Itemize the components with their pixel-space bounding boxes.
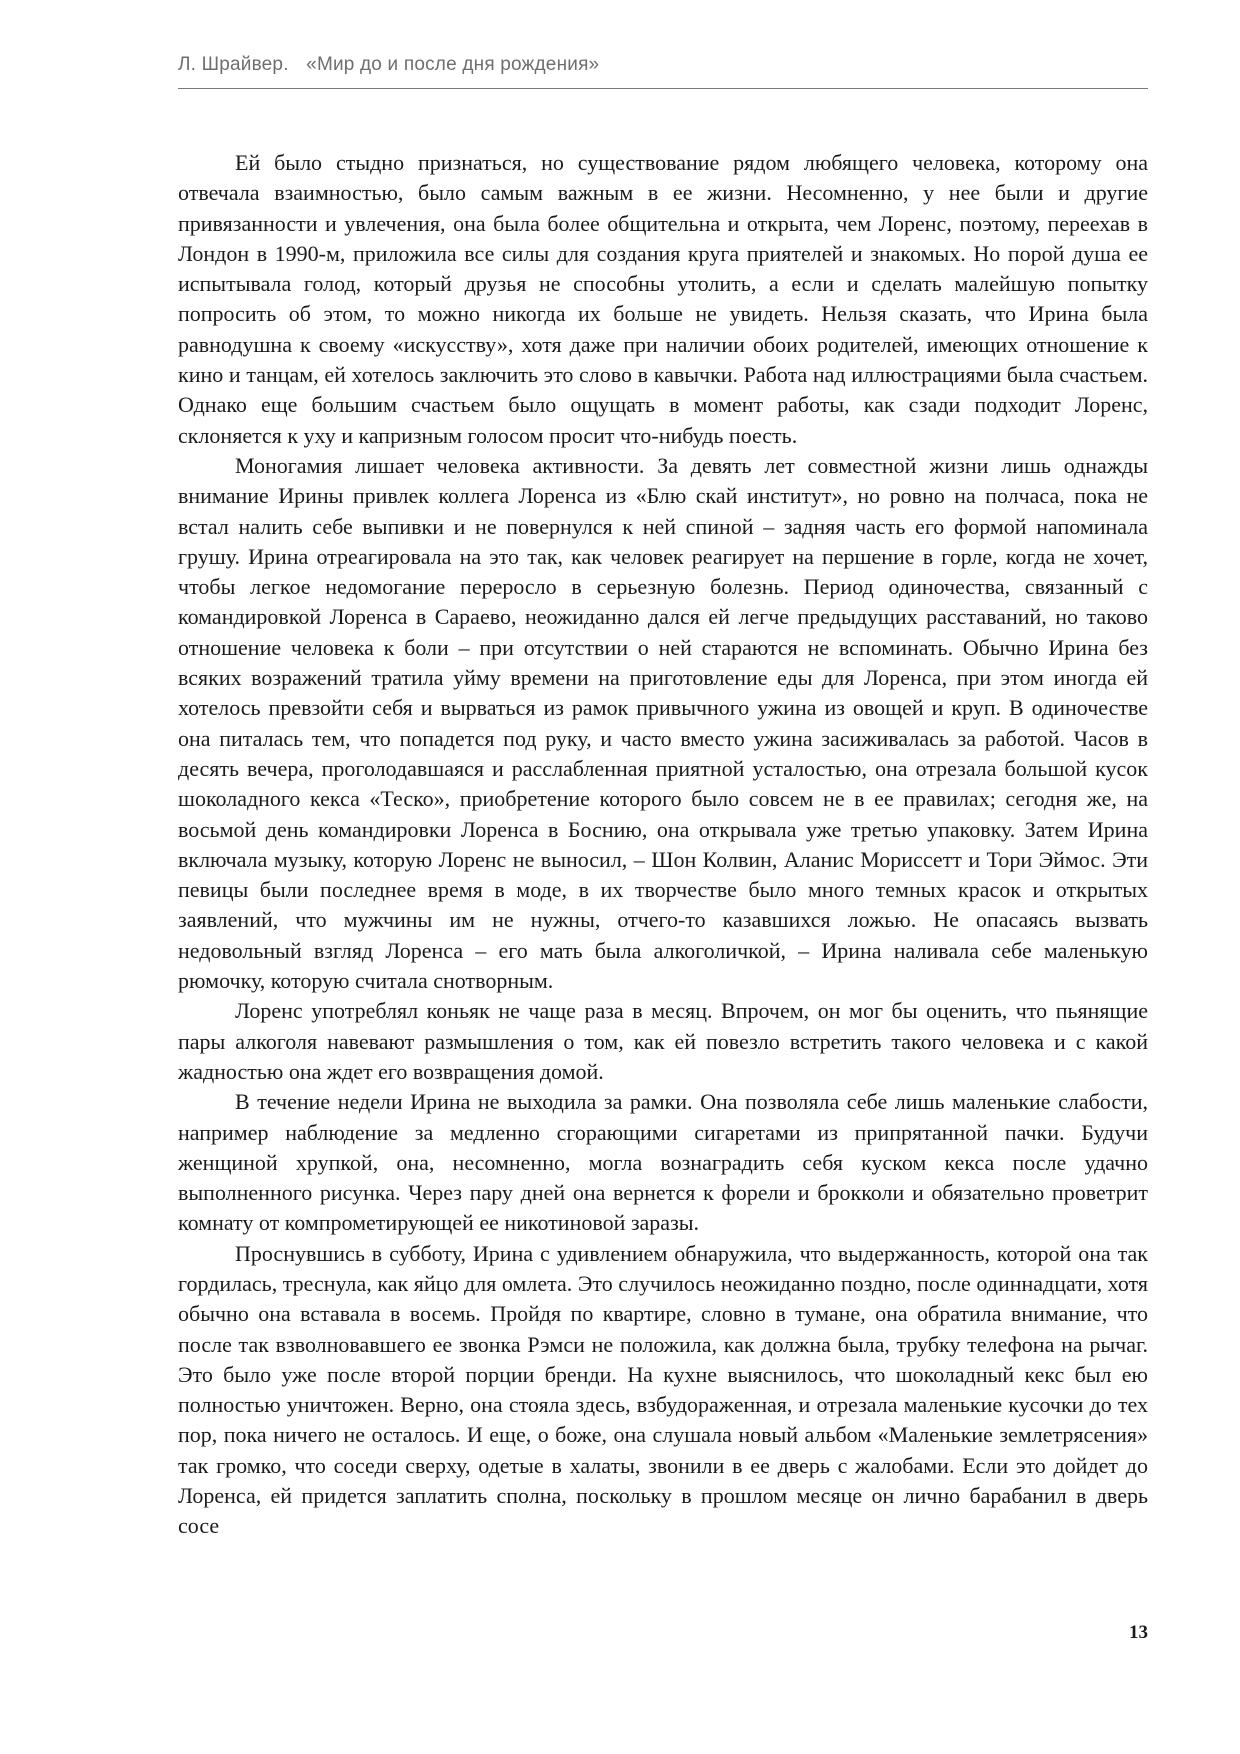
page-number: 13 xyxy=(1129,1622,1148,1643)
paragraph-5: Проснувшись в субботу, Ирина с удивлением обнаружила, что выдержанность, которой она так гордилась, треснула, как яйцо для омлета. Это случилось неожиданно поздно, после одиннадцати, хотя обычно она вставала в восемь. Пройдя по квартире, словно в тумане, она обратила внимание, что после так взволновавшего ее звонка Рэмси не положила, как должна была, трубку телефона на рычаг. Это было уже после второй порции бренди. На кухне выяснилось, что шоколадный кекс был ею полностью уничтожен. Верно, она стояла здесь, взбудораженная, и отрезала маленькие кусочки до тех пор, пока ничего не осталось. И еще, о боже, она слушала новый альбом «Маленькие землетрясения» так громко, что соседи сверху, одетые в халаты, звонили в ее дверь с жалобами. Если это дойдет до Лоренса, ей придется заплатить сполна, поскольку в прошлом месяце он лично барабанил в дверь сосе xyxy=(178,1240,1148,1539)
paragraph-4: В течение недели Ирина не выходила за рамки. Она позволяла себе лишь маленькие слабости, например наблюдение за медленно сгорающими сигаретами из припрятанной пачки. Будучи женщиной хрупкой, она, несомненно, могла вознаградить себя куском кекса после удачно выполненного рисунка. Через пару дней она вернется к форели и брокколи и обязательно проветрит комнату от компрометирующей ее никотиновой заразы. xyxy=(178,1089,1148,1236)
text-block xyxy=(178,148,1148,1542)
running-head xyxy=(178,54,1148,76)
header-rule xyxy=(178,88,1148,89)
running-head-author: Л. Шрайвер. xyxy=(178,54,289,75)
paragraph-2: Моногамия лишает человека активности. За девять лет совместной жизни лишь однажды внимание Ирины привлек коллега Лоренса из «Блю скай институт», но ровно на полчаса, пока не встал налить себе выпивки и не повернулся к ней спиной – задняя часть его формой напоминала грушу. Ирина отреагировала на это так, как человек реагирует на першение в горле, когда не хочет, чтобы легкое недомогание переросло в серьезную болезнь. Период одиночества, связанный с командировкой Лоренса в Сараево, неожиданно дался ей легче предыдущих расставаний, но таково отношение человека к боли – при отсутствии о ней стараются не вспоминать. Обычно Ирина без всяких возражений тратила уйму времени на приготовление еды для Лоренса, при этом иногда ей хотелось превзойти себя и вырваться из рамок привычного ужина из овощей и круп. В одиночестве она питалась тем, что попадется под руку, и часто вместо ужина засиживалась за работой. Часов в десять вечера, проголодавшаяся и расслабленная приятной усталостью, она отрезала большой кусок шоколадного кекса «Теско», приобретение которого было совсем не в ее правилах; сегодня же, на восьмой день командировки Лоренса в Боснию, она открывала уже третью упаковку. Затем Ирина включала музыку, которую Лоренс не выносил, – Шон Колвин, Аланис Мориссетт и Тори Эймос. Эти певицы были последнее время в моде, в их творчестве было много темных красок и открытых заявлений, что мужчины им не нужны, отчего-то казавшихся ложью. Не опасаясь вызвать недовольный взгляд Лоренса – его мать была алкоголичкой, – Ирина наливала себе маленькую рюмочку, которую считала снотворным. xyxy=(178,452,1148,994)
paragraph-3: Лоренс употреблял коньяк не чаще раза в месяц. Впрочем, он мог бы оценить, что пьянящие пары алкоголя навевают размышления о том, как ей повезло встретить такого человека и с какой жадностью она ждет его возвращения домой. xyxy=(178,998,1148,1084)
paragraph-1: Ей было стыдно признаться, но существование рядом любящего человека, которому она отвечала взаимностью, было самым важным в ее жизни. Несомненно, у нее были и другие привязанности и увлечения, она была более общительна и открыта, чем Лоренс, поэтому, переехав в Лондон в 1990-м, приложила все силы для создания круга приятелей и знакомых. Но порой душа ее испытывала голод, который друзья не способны утолить, а если и сделать малейшую попытку попросить об этом, то можно никогда их больше не увидеть. Нельзя сказать, что Ирина была равнодушна к своему «искусству», хотя даже при наличии обоих родителей, имеющих отношение к кино и танцам, ей хотелось заключить это слово в кавычки. Работа над иллюстрациями была счастьем. Однако еще большим счастьем было ощущать в момент работы, как сзади подходит Лоренс, склоняется к уху и капризным голосом просит что-нибудь поесть. xyxy=(178,150,1148,448)
running-head-title: «Мир до и после дня рождения» xyxy=(306,54,600,75)
